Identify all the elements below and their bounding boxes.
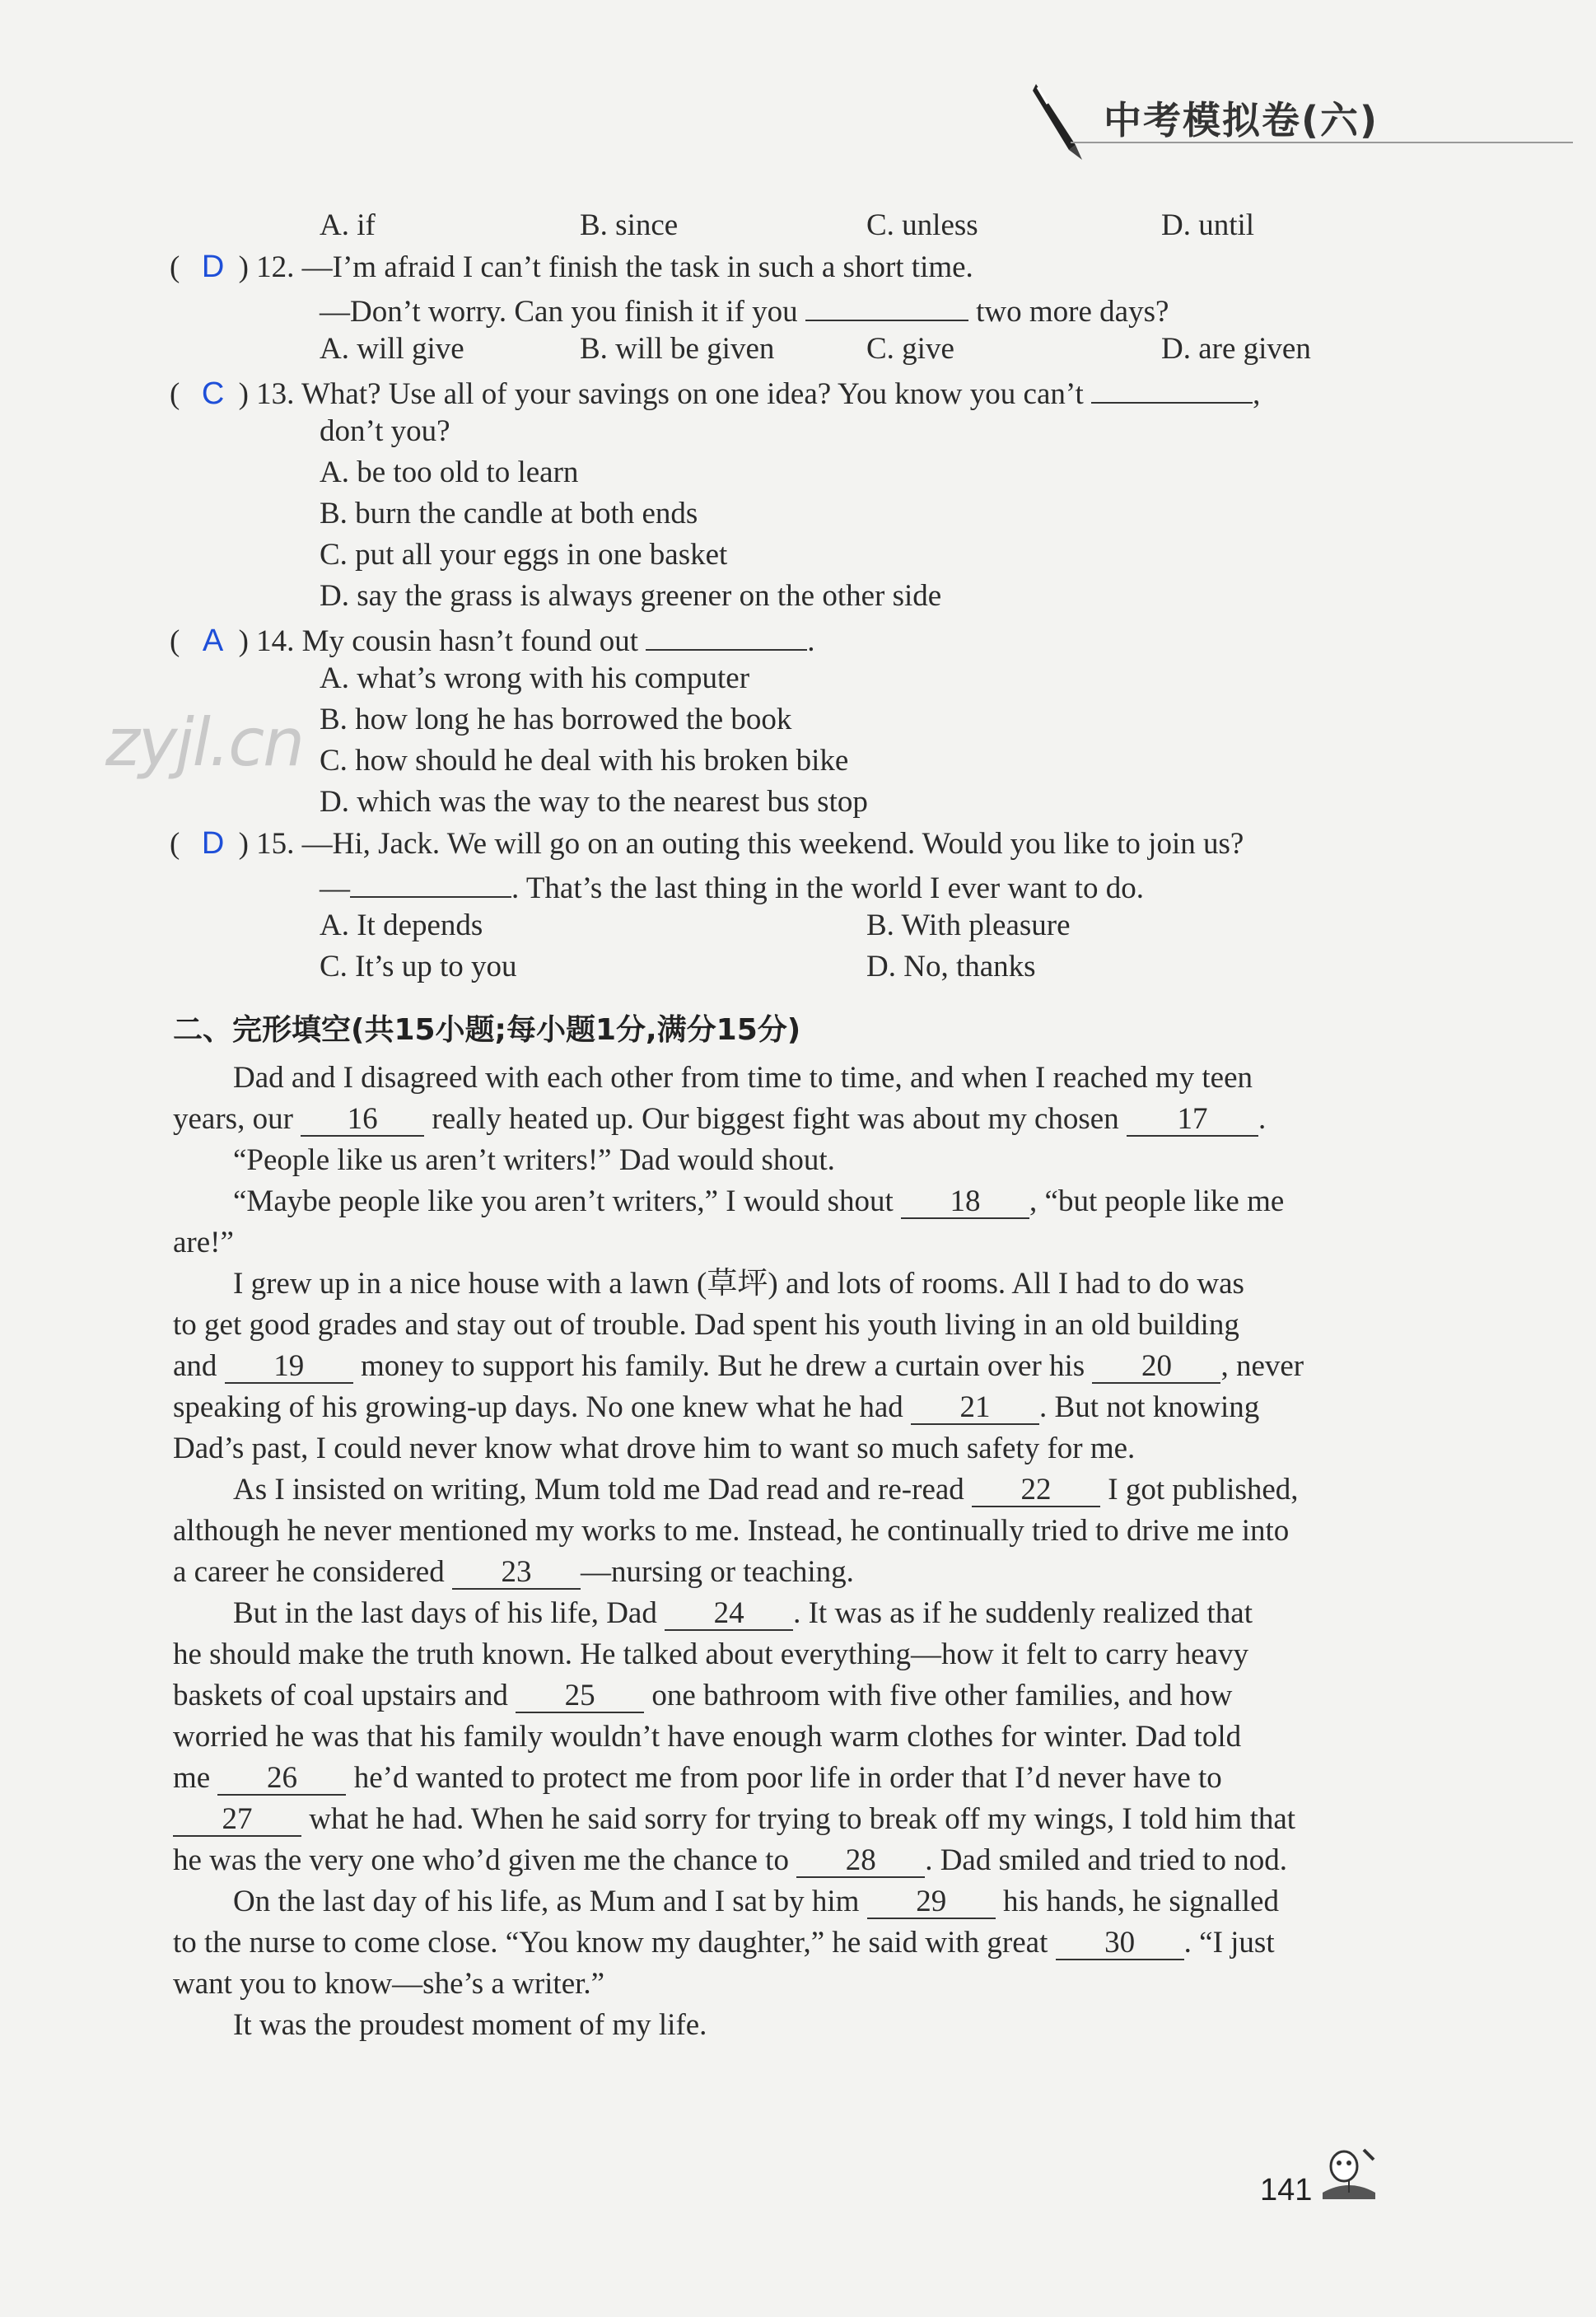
q14-option-a: A. what’s wrong with his computer — [320, 661, 750, 695]
passage-text: , never — [1220, 1349, 1304, 1383]
blank-27: 27 — [173, 1804, 301, 1837]
page-number: 141 — [1260, 2173, 1313, 2207]
q12-option-c: C. give — [866, 332, 954, 366]
passage-text: he was the very one who’d given me the chance to — [173, 1843, 789, 1877]
page-header-title: 中考模拟卷(六) — [1104, 98, 1379, 142]
passage-line: although he never mentioned my works to me. Instead, he continually tried to drive me into — [173, 1514, 1290, 1548]
q11-option-b: B. since — [580, 208, 679, 242]
q15-option-a: A. It depends — [320, 909, 483, 942]
q14-stem-end: . — [807, 624, 815, 658]
passage-line: want you to know—she’s a writer.” — [173, 1967, 605, 2001]
passage-line — [233, 1884, 1279, 1920]
q14-option-b: B. how long he has borrowed the book — [320, 703, 792, 736]
header-divider — [1071, 142, 1573, 143]
q11-option-a: A. if — [320, 208, 376, 242]
passage-text: On the last day of his life, as Mum and I sat by him — [233, 1885, 860, 1918]
q15-line2a: — — [320, 871, 350, 905]
q12-line2b: two more days? — [976, 295, 1169, 329]
passage-line — [173, 1925, 1275, 1961]
passage-line — [173, 1390, 1259, 1426]
blank-24: 24 — [665, 1598, 793, 1631]
q14-answer: A — [202, 624, 224, 658]
passage-line: It was the proudest moment of my life. — [233, 2008, 707, 2042]
passage-line — [233, 1595, 1253, 1632]
q13-blank — [1091, 372, 1253, 404]
passage-text: to the nurse to come close. “You know my daughter,” he said with great — [173, 1926, 1048, 1960]
passage-line: Dad and I disagreed with each other from time to time, and when I reached my teen — [233, 1061, 1253, 1095]
passage-text: he’d wanted to protect me from poor life in order that I’d never have to — [353, 1761, 1222, 1795]
q11-option-c: C. unless — [866, 208, 978, 242]
passage-line — [173, 1843, 1287, 1879]
passage-line: Dad’s past, I could never know what drove him to want so much safety for me. — [173, 1432, 1136, 1465]
blank-17: 17 — [1127, 1104, 1258, 1137]
q12-stem — [170, 249, 973, 286]
passage-text: I got published, — [1108, 1473, 1299, 1507]
passage-text: But in the last days of his life, Dad — [233, 1596, 657, 1630]
q12-line2a: —Don’t worry. Can you finish it if you — [320, 295, 798, 329]
blank-29: 29 — [867, 1886, 996, 1919]
q15-stem-text: ) 15. —Hi, Jack. We will go on an outing this weekend. Would you like to join us? — [238, 827, 1244, 861]
passage-text: a career he considered — [173, 1555, 445, 1589]
q12-blank — [805, 290, 968, 321]
q15-answer: D — [201, 826, 225, 861]
q15-blank — [350, 867, 511, 898]
blank-20: 20 — [1092, 1351, 1220, 1384]
passage-line — [173, 1101, 1266, 1137]
q15-option-b: B. With pleasure — [866, 909, 1071, 942]
reading-mascot-icon — [1316, 2142, 1382, 2207]
blank-18: 18 — [901, 1186, 1029, 1219]
passage-text: really heated up. Our biggest fight was about my chosen — [432, 1102, 1119, 1136]
blank-26: 26 — [217, 1763, 346, 1796]
passage-line: I grew up in a nice house with a lawn (草坪) and lots of rooms. All I had to do was — [233, 1267, 1244, 1301]
passage-text: money to support his family. But he drew a curtain over his — [360, 1349, 1085, 1383]
q12-line2 — [320, 290, 1169, 330]
passage-text: , “but people like me — [1029, 1184, 1285, 1218]
q13-option-b: B. burn the candle at both ends — [320, 497, 698, 530]
passage-text: years, our — [173, 1102, 293, 1136]
q12-option-d: D. are given — [1161, 332, 1311, 366]
passage-line — [173, 1348, 1304, 1385]
passage-text: . — [1258, 1102, 1267, 1136]
q14-option-c: C. how should he deal with his broken bike — [320, 744, 849, 778]
blank-25: 25 — [516, 1680, 644, 1713]
passage-line — [173, 1554, 854, 1591]
blank-30: 30 — [1056, 1927, 1184, 1960]
q13-answer: C — [201, 376, 225, 411]
open-paren: ( — [170, 377, 180, 411]
passage-text: speaking of his growing-up days. No one knew what he had — [173, 1390, 903, 1424]
section-title-cloze: 二、完形填空(共15小题;每小题1分,满分15分) — [173, 1013, 801, 1047]
passage-text: . But not knowing — [1039, 1390, 1260, 1424]
passage-line: “People like us aren’t writers!” Dad would shout. — [233, 1143, 835, 1177]
passage-line — [233, 1184, 1284, 1220]
q12-answer: D — [201, 250, 225, 284]
q14-blank — [646, 619, 807, 651]
open-paren: ( — [170, 624, 180, 658]
passage-line — [233, 1472, 1299, 1508]
passage-line — [173, 1760, 1222, 1796]
open-paren: ( — [170, 827, 180, 861]
blank-21: 21 — [911, 1392, 1039, 1425]
passage-line: he should make the truth known. He talked about everything—how it felt to carry heavy — [173, 1637, 1248, 1671]
blank-19: 19 — [225, 1351, 353, 1384]
q13-stem-text: ) 13. What? Use all of your savings on one idea? You know you can’t — [238, 377, 1084, 411]
q15-option-d: D. No, thanks — [866, 950, 1036, 983]
passage-line: worried he was that his family wouldn’t have enough warm clothes for winter. Dad told — [173, 1720, 1242, 1754]
passage-text: . “I just — [1183, 1926, 1275, 1960]
q13-stem — [170, 372, 1260, 413]
q12-option-b: B. will be given — [580, 332, 775, 366]
passage-line: to get good grades and stay out of trouble. Dad spent his youth living in an old building — [173, 1308, 1239, 1342]
passage-text: one bathroom with five other families, and how — [651, 1679, 1233, 1712]
q15-option-c: C. It’s up to you — [320, 950, 517, 983]
passage-text: . Dad smiled and tried to nod. — [925, 1843, 1288, 1877]
passage-text: his hands, he signalled — [1002, 1885, 1279, 1918]
passage-line — [173, 1678, 1232, 1714]
passage-text: As I insisted on writing, Mum told me Dad read and re-read — [233, 1473, 964, 1507]
q11-option-d: D. until — [1161, 208, 1255, 242]
passage-text: what he had. When he said sorry for trying to break off my wings, I told him that — [309, 1802, 1296, 1836]
q13-option-a: A. be too old to learn — [320, 455, 579, 489]
passage-text: . It was as if he suddenly realized that — [793, 1596, 1253, 1630]
blank-23: 23 — [452, 1557, 581, 1590]
q13-option-c: C. put all your eggs in one basket — [320, 538, 728, 572]
open-paren: ( — [170, 250, 180, 284]
pen-icon — [1029, 81, 1095, 163]
watermark: zyjl.cn — [105, 704, 303, 781]
q15-line2 — [320, 867, 1144, 907]
passage-text: and — [173, 1349, 217, 1383]
q14-option-d: D. which was the way to the nearest bus stop — [320, 785, 868, 819]
passage-line — [173, 1801, 1295, 1838]
q13-line2: don’t you? — [320, 414, 450, 448]
q14-stem-text: ) 14. My cousin hasn’t found out — [238, 624, 639, 658]
q15-line2b: . That’s the last thing in the world I ever want to do. — [511, 871, 1144, 905]
q13-stem-end: , — [1253, 377, 1261, 411]
passage-text: “Maybe people like you aren’t writers,” I would shout — [233, 1184, 894, 1218]
passage-text: baskets of coal upstairs and — [173, 1679, 508, 1712]
q12-option-a: A. will give — [320, 332, 464, 366]
passage-line: are!” — [173, 1226, 234, 1259]
q13-option-d: D. say the grass is always greener on the other side — [320, 579, 942, 613]
blank-28: 28 — [796, 1845, 925, 1878]
q12-stem-text: ) 12. —I’m afraid I can’t finish the task in such a short time. — [238, 250, 973, 284]
blank-16: 16 — [301, 1104, 424, 1137]
q14-stem — [170, 619, 815, 660]
passage-text: me — [173, 1761, 211, 1795]
blank-22: 22 — [972, 1474, 1100, 1507]
passage-text: —nursing or teaching. — [580, 1555, 854, 1589]
q15-stem — [170, 825, 1244, 862]
